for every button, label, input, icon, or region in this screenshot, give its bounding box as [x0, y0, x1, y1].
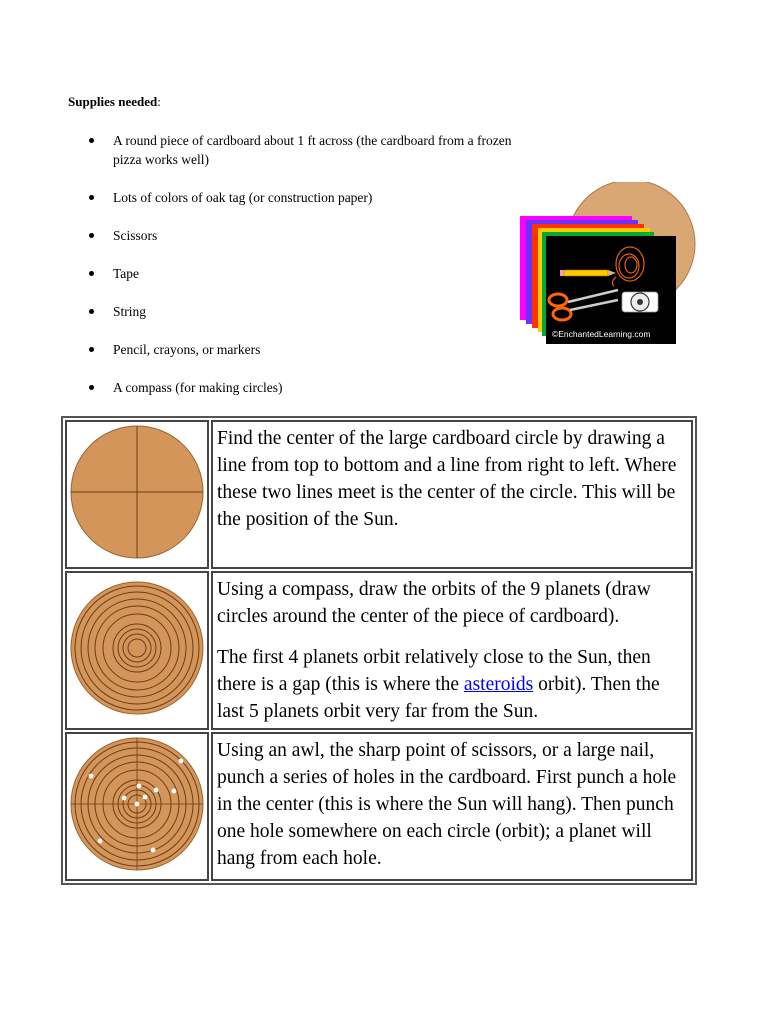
step-text-cell: [211, 732, 693, 881]
cardboard-circle-icon: [71, 582, 203, 714]
step-2-text: Using a compass, draw the orbits of the 9 planets (draw circles around the center of the piece of cardboard).: [217, 579, 651, 627]
table-row: [65, 420, 693, 569]
cardboard-crosshair-illustration: [67, 422, 207, 562]
instruction-table: [61, 416, 697, 885]
step-text-cell: [211, 571, 693, 730]
black-panel: [546, 236, 676, 344]
step-image-cell: [65, 732, 209, 881]
asteroids-link[interactable]: asteroids: [463, 674, 534, 695]
step-2-text-continued: The first 4 planets orbit relatively close to the Sun, then there is a gap (this is where the asteroids orbit). Then the last 5 planets orbit very far from the Sun.: [217, 647, 660, 722]
table-row: [65, 571, 693, 730]
supply-item-scissors: Scissors: [68, 226, 528, 245]
step-image-cell: [65, 571, 209, 730]
supply-item-cardboard: A round piece of cardboard about 1 ft across (the cardboard from a frozen pizza works well): [68, 131, 528, 169]
table-row: [65, 732, 693, 881]
supply-item-pencil: Pencil, crayons, or markers: [68, 340, 528, 359]
step-1-text: Find the center of the large cardboard circle by drawing a line from top to bottom and a line from right to left. Where these two lines meet is the center of the circle. This will be the position of the Sun.: [217, 428, 677, 530]
supplies-clipart: [518, 182, 698, 347]
supply-item-string: String: [68, 302, 528, 321]
tape-icon: [622, 292, 658, 312]
supply-list: [68, 131, 528, 416]
cardboard-orbits-illustration: [67, 578, 207, 718]
supply-item-tape: Tape: [68, 264, 528, 283]
supply-item-compass: A compass (for making circles): [68, 378, 528, 397]
pencil-icon: [560, 270, 616, 276]
supplies-heading: Supplies needed:: [68, 94, 161, 109]
step-text-cell: [211, 420, 693, 569]
supply-item-oak-tag: Lots of colors of oak tag (or construction paper): [68, 188, 528, 207]
step-3-text: Using an awl, the sharp point of scissors, or a large nail, punch a series of holes in the cardboard. First punch a hole in the center (this is where the Sun will hang). Then punch one hole somewhere on each circle (orbit); a planet will hang from each hole.: [217, 740, 677, 869]
cardboard-holes-illustration: [67, 734, 207, 874]
step-image-cell: [65, 420, 209, 569]
clipart-credit: ©EnchantedLearning.com: [552, 329, 651, 339]
